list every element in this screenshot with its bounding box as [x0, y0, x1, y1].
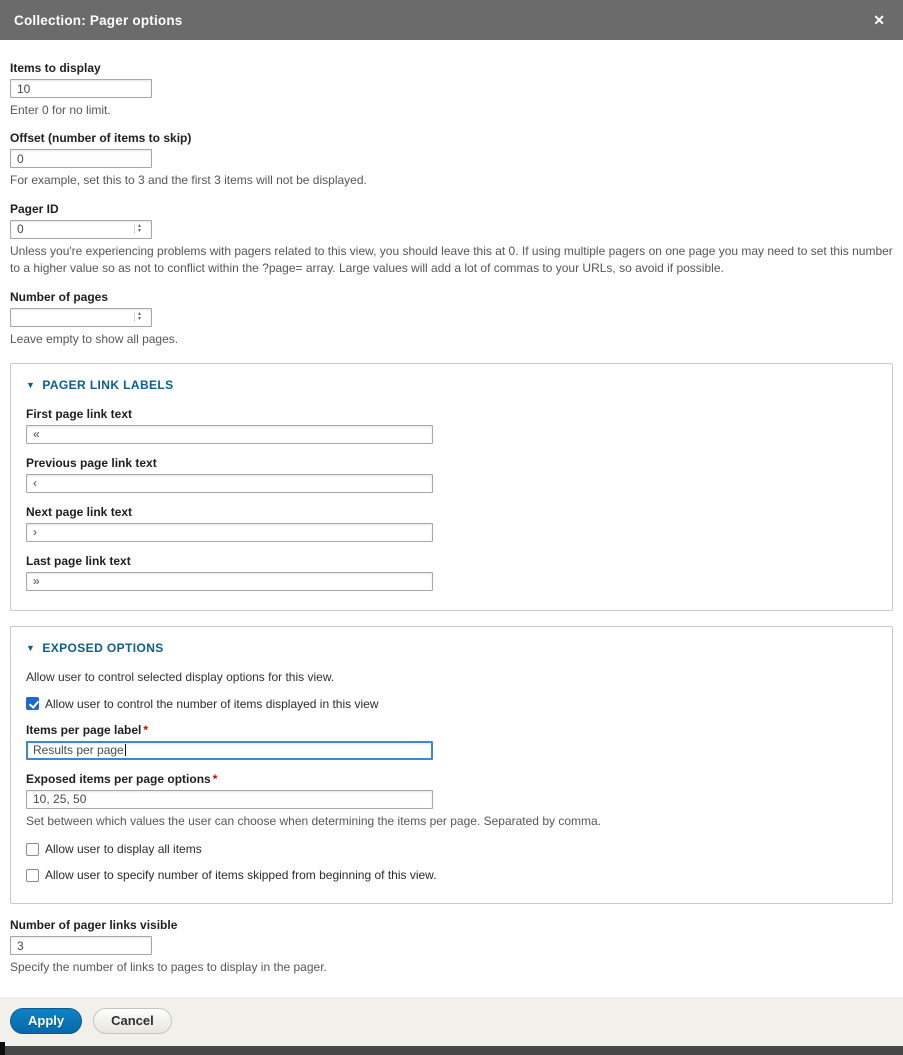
cancel-button[interactable]: Cancel: [93, 1008, 172, 1034]
exposed-items-options-input[interactable]: [26, 790, 433, 809]
last-page-link-input[interactable]: [26, 572, 433, 591]
items-per-page-label-input[interactable]: [26, 741, 433, 760]
fieldset-legend-exposed-options[interactable]: [26, 641, 877, 655]
next-page-link-label: Next page link text: [26, 504, 133, 519]
last-page-link-label: Last page link text: [26, 553, 131, 568]
dialog-footer: [0, 997, 903, 1046]
pager-links-visible-label: Number of pager links visible: [10, 918, 178, 933]
number-spinner-icon[interactable]: [134, 224, 141, 234]
spinner-down-icon[interactable]: ▾: [137, 227, 141, 234]
required-asterisk: *: [143, 722, 149, 737]
input-value: Results per page: [33, 743, 124, 758]
control-items-checkbox-label: Allow user to control the number of items displayed in this view: [45, 696, 379, 711]
offset-input[interactable]: [10, 149, 152, 168]
form-item-previous-page-link: [26, 456, 877, 493]
form-item-exposed-items-options: [26, 772, 877, 830]
display-all-checkbox-label: Allow user to display all items: [45, 842, 202, 857]
text-caret: [125, 744, 126, 756]
close-icon[interactable]: ✕: [873, 12, 885, 28]
skip-items-checkbox-label: Allow user to specify number of items skipped from beginning of this view.: [45, 868, 437, 883]
control-items-checkbox[interactable]: [26, 697, 39, 710]
pager-links-visible-input[interactable]: [10, 936, 152, 955]
form-item-number-of-pages: [10, 290, 893, 348]
background-page-notch: [0, 1042, 5, 1055]
apply-button[interactable]: Apply: [10, 1008, 82, 1034]
exposed-items-options-label: [26, 772, 877, 786]
previous-page-link-label: Previous page link text: [26, 455, 157, 470]
dialog-header: [0, 0, 903, 40]
pager-id-description: Unless you're experiencing problems with pagers related to this view, you should leave this at 0. If using multiple pagers on one page you may need to set this number to a higher value so as not to conflict within the ?page= array. Large values will add a lot of commas to your URLs, so avoid if possible.: [10, 243, 893, 276]
pager-id-label: Pager ID: [10, 201, 59, 216]
number-of-pages-description: Leave empty to show all pages.: [10, 331, 179, 346]
dialog-title: Collection: Pager options: [14, 12, 183, 28]
spinner-down-icon[interactable]: ▾: [137, 315, 141, 322]
number-spinner-icon[interactable]: [134, 312, 141, 322]
previous-page-link-input[interactable]: [26, 474, 433, 493]
fieldset-legend-pager-link-labels[interactable]: [26, 378, 877, 392]
number-of-pages-input[interactable]: [10, 308, 152, 327]
skip-items-checkbox[interactable]: [26, 869, 39, 882]
spinner-up-icon[interactable]: ▴: [137, 222, 141, 229]
form-item-first-page-link: [26, 407, 877, 444]
form-item-offset: [10, 131, 893, 189]
label-text: Items per page label: [26, 722, 142, 737]
spinner-up-icon[interactable]: ▴: [137, 310, 141, 317]
background-page-strip: [0, 1046, 903, 1055]
pager-id-input[interactable]: [10, 220, 152, 239]
form-item-pager-id: [10, 202, 893, 278]
legend-text: PAGER LINK LABELS: [42, 377, 174, 392]
items-to-display-label: Items to display: [10, 61, 101, 75]
required-asterisk: *: [212, 771, 218, 786]
pager-id-input-wrap: [10, 220, 152, 239]
label-text: Exposed items per page options: [26, 771, 211, 786]
next-page-link-input[interactable]: [26, 523, 433, 542]
chevron-down-icon: ▼: [26, 379, 36, 390]
first-page-link-input[interactable]: [26, 425, 433, 444]
chevron-down-icon: ▼: [26, 642, 36, 653]
pager-links-visible-description: Specify the number of links to pages to display in the pager.: [10, 960, 327, 975]
first-page-link-label: First page link text: [26, 406, 133, 421]
form-item-pager-links-visible: [10, 918, 893, 976]
items-to-display-description: Enter 0 for no limit.: [10, 103, 111, 117]
checkbox-row-skip-items: [26, 868, 877, 882]
offset-description: For example, set this to 3 and the first 3 items will not be displayed.: [10, 173, 367, 188]
number-of-pages-label: Number of pages: [10, 289, 109, 304]
number-of-pages-input-wrap: [10, 308, 152, 327]
offset-label: Offset (number of items to skip): [10, 131, 192, 146]
form-item-last-page-link: [26, 554, 877, 591]
fieldset-exposed-options: [10, 626, 893, 904]
form-item-items-to-display: [10, 61, 893, 119]
exposed-options-intro: Allow user to control selected display options for this view.: [26, 669, 335, 684]
form-item-next-page-link: [26, 505, 877, 542]
items-per-page-label-label: [26, 723, 877, 737]
checkbox-row-control-items: [26, 697, 877, 711]
display-all-checkbox[interactable]: [26, 843, 39, 856]
legend-text: EXPOSED OPTIONS: [42, 640, 164, 655]
items-to-display-input[interactable]: [10, 79, 152, 98]
checkbox-row-display-all: [26, 842, 877, 856]
dialog-body: [0, 40, 903, 977]
form-item-items-per-page-label: [26, 723, 877, 760]
fieldset-pager-link-labels: [10, 363, 893, 611]
exposed-items-options-description: Set between which values the user can choose when determining the items per page. Separated by comma.: [26, 813, 601, 828]
